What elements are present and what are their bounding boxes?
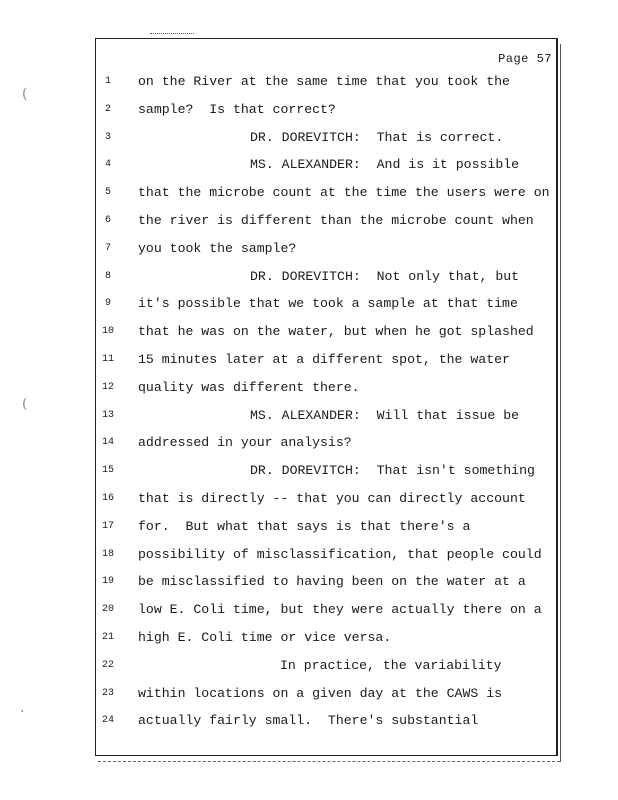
line-number: 18 — [101, 548, 114, 560]
line-number: 23 — [101, 687, 114, 699]
line-number: 16 — [101, 493, 114, 504]
transcript-line — [0, 211, 618, 231]
transcript-line — [0, 406, 618, 426]
line-number: 14 — [101, 437, 114, 449]
transcript-line — [0, 128, 618, 148]
transcript-line — [0, 183, 618, 203]
line-number: 5 — [104, 187, 111, 199]
line-number: 10 — [101, 326, 114, 338]
line-text: addressed in your analysis? — [138, 435, 352, 451]
margin-hole-mark: ( — [22, 86, 28, 102]
line-number: 22 — [101, 659, 114, 671]
transcript-line — [0, 155, 618, 175]
line-number: 12 — [101, 381, 114, 393]
transcript-line — [0, 545, 618, 565]
line-number: 17 — [101, 520, 114, 532]
transcript-line — [0, 239, 618, 259]
line-text: it's possible that we took a sample at that time — [138, 296, 518, 312]
line-text: MS. ALEXANDER: And is it possible — [250, 157, 520, 173]
margin-hole-mark: · — [20, 704, 25, 720]
page-bottom-edge — [98, 757, 560, 762]
line-number: 20 — [101, 604, 114, 616]
line-number: 1 — [104, 76, 111, 87]
page-number: Page 57 — [498, 52, 552, 66]
line-text: actually fairly small. There's substantial — [138, 713, 479, 729]
line-number: 15 — [101, 465, 114, 477]
line-text: you took the sample? — [138, 240, 297, 256]
transcript-line — [0, 517, 618, 537]
line-text: within locations on a given day at the CAWS is — [138, 685, 503, 701]
line-text: possibility of misclassification, that people could — [138, 546, 542, 562]
line-text: that the microbe count at the time the users were on — [138, 185, 550, 201]
line-text: In practice, the variability — [280, 657, 502, 673]
line-number: 13 — [101, 409, 114, 421]
transcript-line — [0, 294, 618, 314]
transcript-line — [0, 489, 618, 509]
line-number: 4 — [104, 159, 111, 171]
transcript-line — [0, 461, 618, 481]
margin-hole-mark: ( — [22, 396, 28, 412]
line-number: 21 — [101, 632, 114, 643]
transcript-line — [0, 711, 618, 731]
line-number: 19 — [101, 576, 114, 588]
line-number: 7 — [104, 242, 111, 254]
line-text: that is directly -- that you can directly account — [138, 491, 526, 506]
line-number: 2 — [104, 103, 111, 115]
line-text: that he was on the water, but when he got splashed — [138, 324, 534, 340]
transcript-line — [0, 322, 618, 342]
line-number: 9 — [104, 298, 111, 310]
line-number: 8 — [104, 270, 111, 282]
transcript-line — [0, 350, 618, 370]
transcript-line — [0, 684, 618, 704]
line-number: 11 — [101, 354, 114, 365]
transcript-line — [0, 628, 618, 648]
transcript-line — [0, 72, 618, 92]
line-number: 3 — [104, 131, 111, 143]
transcript-line — [0, 572, 618, 592]
transcript-line — [0, 267, 618, 287]
transcript-line — [0, 656, 618, 676]
line-text: sample? Is that correct? — [138, 101, 336, 117]
line-text: on the River at the same time that you took the — [138, 74, 510, 89]
line-text: be misclassified to having been on the water at a — [138, 574, 526, 590]
transcript-line — [0, 378, 618, 398]
line-text: quality was different there. — [138, 379, 360, 395]
line-text: high E. Coli time or vice versa. — [138, 630, 392, 645]
transcript-line — [0, 600, 618, 620]
line-text: DR. DOREVITCH: That isn't something — [250, 463, 535, 479]
line-text: DR. DOREVITCH: Not only that, but — [250, 268, 520, 284]
line-number: 6 — [104, 215, 111, 226]
line-text: DR. DOREVITCH: That is correct. — [250, 129, 504, 145]
line-text: for. But what that says is that there's a — [138, 518, 471, 534]
transcript-line — [0, 433, 618, 453]
line-text: low E. Coli time, but they were actually there on a — [138, 602, 542, 618]
line-text: MS. ALEXANDER: Will that issue be — [250, 407, 520, 423]
transcript-line — [0, 100, 618, 120]
line-text: 15 minutes later at a different spot, the water — [138, 352, 510, 367]
line-number: 24 — [101, 715, 114, 727]
line-text: the river is different than the microbe count when — [138, 213, 534, 228]
page-edge-shadow — [556, 44, 561, 762]
scan-mark — [150, 33, 194, 37]
